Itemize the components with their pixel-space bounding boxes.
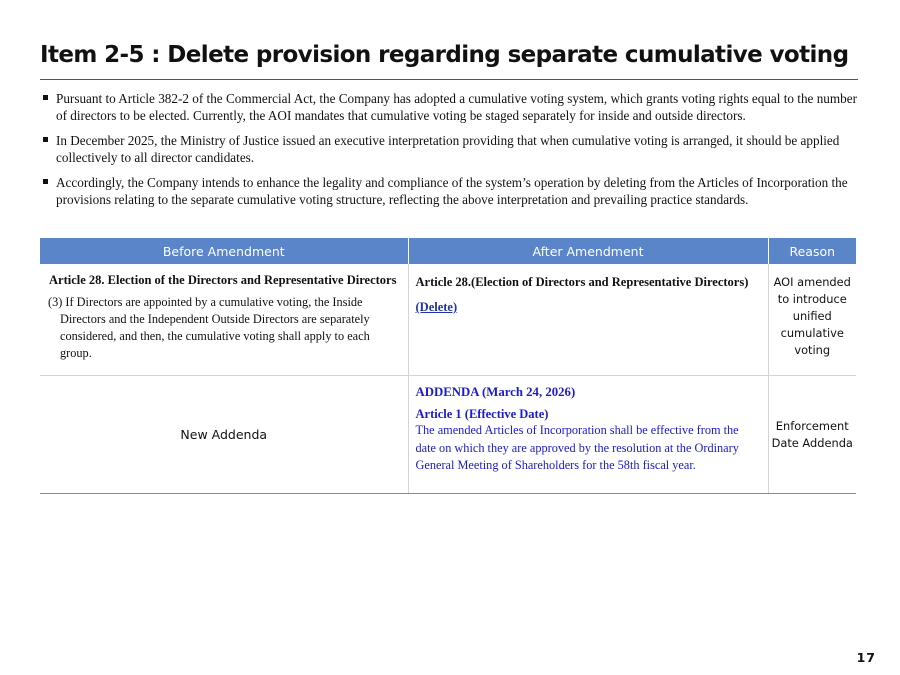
before-article-heading: Article 28. Election of the Directors and Representative Directors: [49, 273, 397, 287]
delete-link[interactable]: (Delete): [415, 300, 458, 314]
bullet-item: [40, 132, 865, 166]
reason-cell: AOI amended to introduce unified cumulative voting: [768, 264, 856, 376]
addenda-body: The amended Articles of Incorporation shall be effective from the date on which they are approved by the resolution at the Ordinary General Meeting of Shareholders for the 58th fiscal year.: [415, 423, 739, 472]
bullet-list: [40, 90, 865, 216]
bullet-text: Pursuant to Article 382-2 of the Commercial Act, the Company has adopted a cumulative voting system, which grants voting rights equal to the number of directors to be elected. Currently, the AOI mandates that cumulative voting be staged separately for inside and outside directors.: [56, 91, 857, 123]
after-cell: [408, 264, 768, 376]
addenda-article: Article 1 (Effective Date): [415, 407, 549, 421]
bullet-text: Accordingly, the Company intends to enhance the legality and compliance of the system’s operation by deleting from the Articles of Incorporation the provisions relating to the separate cumulative voting structure, reflecting the above interpretation and prevailing practice standards.: [56, 175, 848, 207]
after-article-heading: Article 28.(Election of Directors and Representative Directors): [415, 275, 749, 289]
addenda-heading: ADDENDA (March 24, 2026): [415, 385, 576, 399]
before-article-clause: (3) If Directors are appointed by a cumulative voting, the Inside Directors and the Independent Outside Directors are separately considered, and then, the cumulative voting shall apply to each group.: [48, 295, 370, 360]
header-before-amendment: Before Amendment: [40, 238, 408, 264]
page-title: Item 2-5 : Delete provision regarding separate cumulative voting: [40, 42, 849, 68]
table-row: [40, 376, 856, 494]
new-addenda-cell: New Addenda: [40, 376, 408, 494]
square-bullet-icon: [43, 137, 48, 142]
square-bullet-icon: [43, 179, 48, 184]
bullet-item: [40, 174, 865, 208]
header-after-amendment: After Amendment: [408, 238, 768, 264]
header-reason: Reason: [768, 238, 856, 264]
addenda-cell: [408, 376, 768, 494]
title-divider: [40, 79, 858, 80]
before-cell: [40, 264, 408, 376]
bullet-text: In December 2025, the Ministry of Justice issued an executive interpretation providing that when cumulative voting is arranged, it should be applied collectively to all director candidates.: [56, 133, 840, 165]
amendment-table: [40, 238, 856, 494]
table-header-row: [40, 238, 856, 264]
square-bullet-icon: [43, 95, 48, 100]
reason-cell: Enforcement Date Addenda: [768, 376, 856, 494]
table-row: [40, 264, 856, 376]
page-number: 17: [856, 650, 876, 665]
bullet-item: [40, 90, 865, 124]
